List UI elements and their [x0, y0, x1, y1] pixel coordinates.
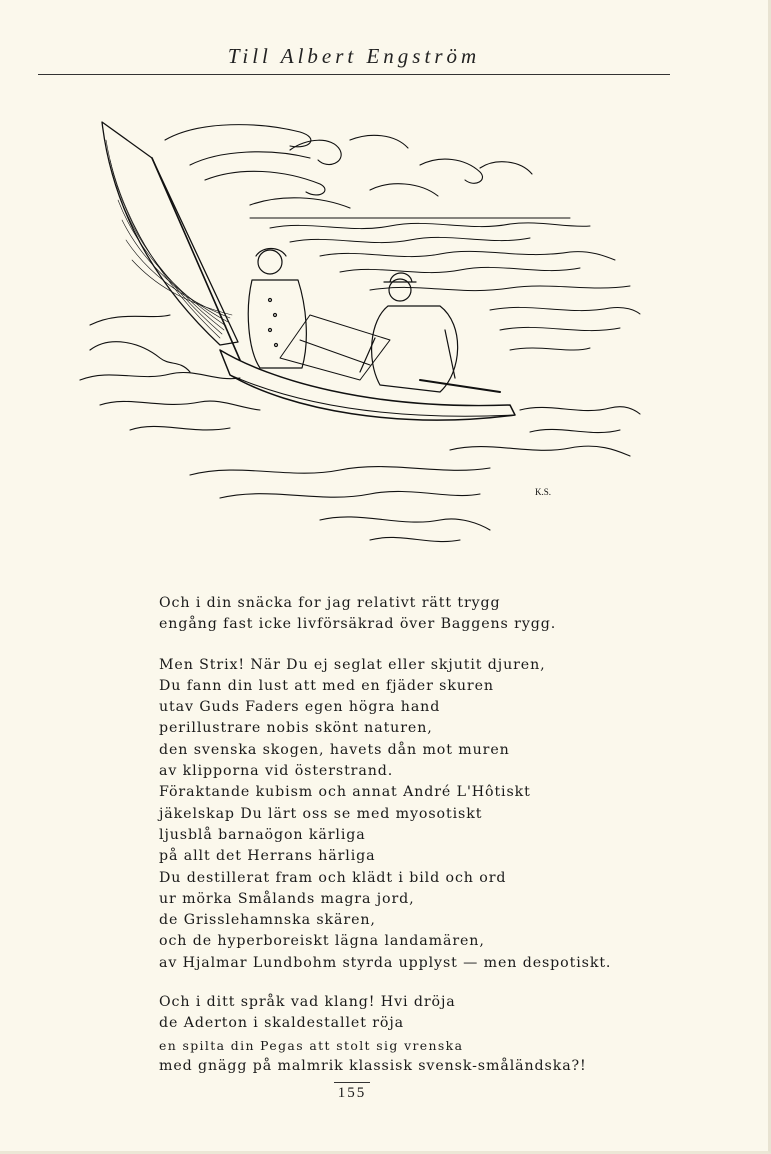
stanza-3	[159, 992, 659, 1077]
poem-line: Och i din snäcka for jag relativt rätt trygg	[159, 595, 501, 611]
poem-line: och de hyperboreiskt lägna landamären,	[159, 933, 485, 950]
poem-line: ur mörka Smålands magra jord,	[159, 890, 415, 907]
poem-line: Föraktande kubism och annat André L'Hôtiskt	[159, 784, 531, 801]
seated-figure	[248, 249, 306, 369]
poem-line: Och i ditt språk vad klang! Hvi dröja	[159, 994, 456, 1011]
poem-line: Du destillerat fram och klädt i bild och ord	[159, 869, 507, 886]
stanza-2	[159, 655, 659, 974]
poem-line: på allt det Herrans härliga	[159, 848, 376, 865]
page-number-rule	[334, 1082, 370, 1083]
poem-line: en spilta din Pegas att stolt sig vrenska	[159, 1037, 464, 1053]
page-number: 155	[337, 1085, 367, 1101]
poem-line: Du fann din lust att med en fjäder skuren	[159, 677, 494, 694]
stanza-1	[159, 593, 659, 636]
poem-line: av Hjalmar Lundbohm styrda upplyst — men despotiskt.	[159, 954, 612, 971]
poem-line: perillustrare nobis skönt naturen,	[159, 720, 433, 737]
poem-line: utav Guds Faders egen högra hand	[159, 699, 441, 716]
poem-line: av klipporna vid österstrand.	[159, 763, 394, 780]
poem-line: de Aderton i skaldestallet röja	[159, 1015, 404, 1032]
sail	[102, 122, 240, 360]
running-header: Till Albert Engström	[227, 44, 481, 68]
poem-line: ljusblå barnaögon kärliga	[159, 826, 366, 843]
sky-swirls	[165, 125, 532, 208]
header-rule	[38, 74, 670, 75]
poem-line: med gnägg på malmrik klassisk svensk-småländska?!	[159, 1057, 587, 1074]
poem-line: engång fast icke livförsäkrad över Baggens rygg.	[159, 616, 557, 633]
poem	[159, 593, 659, 1077]
rowing-figure	[360, 273, 458, 392]
poem-line: Men Strix! När Du ej seglat eller skjutit djuren,	[159, 656, 546, 673]
sailboat-illustration	[70, 110, 650, 570]
poem-line: de Grisslehamnska skären,	[159, 912, 376, 929]
illustration-signature: K.S.	[535, 487, 552, 497]
poem-line: den svenska skogen, havets dån mot muren	[159, 741, 510, 758]
poem-line: jäkelskap Du lärt oss se med myosotiskt	[159, 805, 483, 822]
